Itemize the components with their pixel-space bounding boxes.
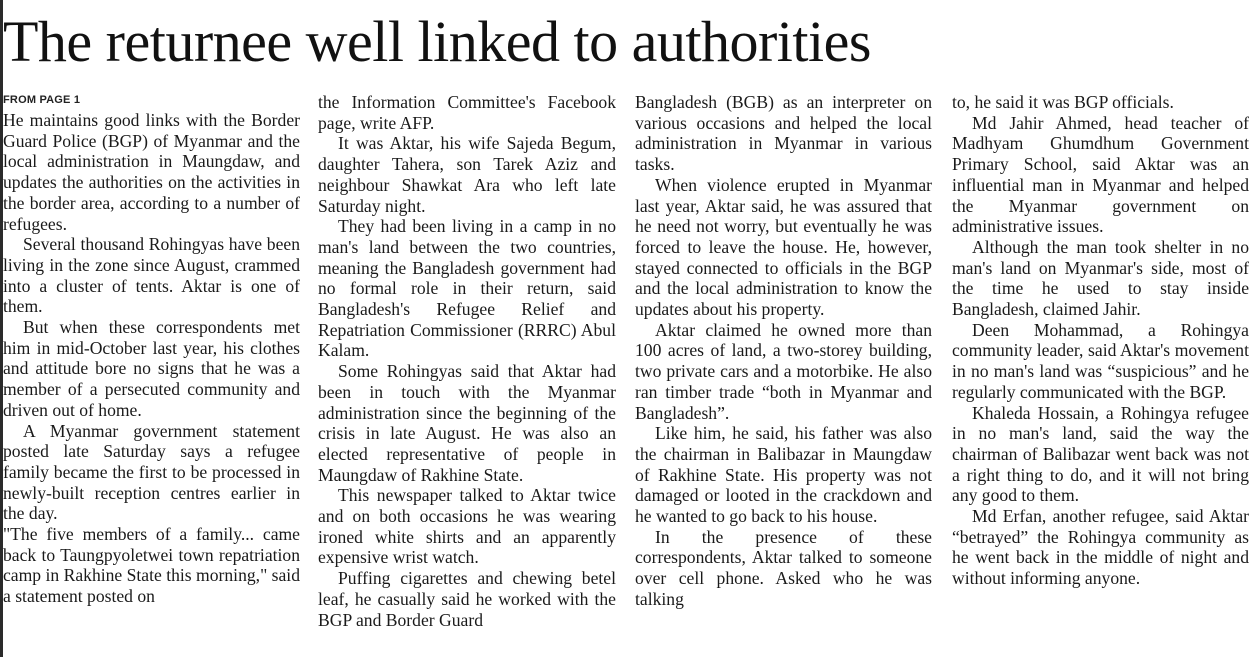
article-column-3 xyxy=(635,92,932,637)
paragraph: A Myanmar government statement posted late Saturday says a refugee family became the first to be processed in newly-built reception centres earlier in the day. xyxy=(3,420,300,524)
paragraph: They had been living in a camp in no man's land between the two countries, meaning the Bangladesh government had no formal role in their return, said Bangladesh's Refugee Relief and Repatriation Commissioner (RRRC) Abul Kalam. xyxy=(318,216,616,361)
article-column-4 xyxy=(952,92,1249,637)
paragraph: Aktar claimed he owned more than 100 acres of land, a two-storey building, two private cars and a motorbike. He also ran timber trade “both in Myanmar and Bangladesh”. xyxy=(635,319,932,423)
paragraph: Puffing cigarettes and chewing betel leaf, he casually said he worked with the BGP and Border Guard xyxy=(318,568,616,630)
kicker: FROM PAGE 1 xyxy=(3,94,81,106)
paragraph: Md Jahir Ahmed, head teacher of Madhyam Ghumdhum Government Primary School, said Aktar was an influential man in Myanmar and helped the Myanmar government on administrative issues. xyxy=(952,112,1249,237)
paragraph: to, he said it was BGP officials. xyxy=(952,92,1174,112)
paragraph: But when these correspondents met him in mid-October last year, his clothes and attitude bore no signs that he was a member of a persecuted community and driven out of home. xyxy=(3,317,300,420)
paragraph: Several thousand Rohingyas have been living in the zone since August, crammed into a cluster of tents. Aktar is one of them. xyxy=(3,234,300,317)
paragraph: Khaleda Hossain, a Rohingya refugee in no man's land, said the way the chairman of Balibazar went back was not a right thing to do, and it will not bring any good to them. xyxy=(952,402,1249,506)
paragraph: Some Rohingyas said that Aktar had been in touch with the Myanmar administration since the beginning of the crisis in late August. He was also an elected representative of people in Maungdaw of Rakhine State. xyxy=(318,361,616,485)
headline: The returnee well linked to authorities xyxy=(3,9,871,74)
paragraph: In the presence of these correspondents, Aktar talked to someone over cell phone. Asked who he was talking xyxy=(635,526,932,609)
paragraph: the Information Committee's Facebook page, write AFP. xyxy=(318,92,616,133)
paragraph: Md Erfan, another refugee, said Aktar “betrayed” the Rohingya community as he went back in the middle of night and without informing anyone. xyxy=(952,506,1249,589)
paragraph: Bangladesh (BGB) as an interpreter on various occasions and helped the local administration in Myanmar in various tasks. xyxy=(635,92,932,175)
paragraph: He maintains good links with the Border Guard Police (BGP) of Myanmar and the local administration in Maungdaw, and updates the authorities on the activities in the border area, according to a number of refugees. xyxy=(3,110,300,234)
article-column-2 xyxy=(318,92,616,637)
paragraph: Deen Mohammad, a Rohingya community leader, said Aktar's movement in no man's land was “suspicious” and he regularly communicated with the BGP. xyxy=(952,319,1249,402)
paragraph: This newspaper talked to Aktar twice and on both occasions he was wearing ironed white shirts and an apparently expensive wrist watch. xyxy=(318,485,616,568)
paragraph: It was Aktar, his wife Sajeda Begum, daughter Tahera, son Tarek Aziz and neighbour Shawkat Ara who left late Saturday night. xyxy=(318,133,616,216)
paragraph: When violence erupted in Myanmar last year, Aktar said, he was assured that he need not worry, but eventually he was forced to leave the house. He, however, stayed connected to officials in the BGP and the local administration to know the updates about his property. xyxy=(635,174,932,320)
article-column-1 xyxy=(3,90,300,635)
paragraph: Although the man took shelter in no man's land on Myanmar's side, most of the time he used to stay inside Bangladesh, claimed Jahir. xyxy=(952,236,1249,320)
paragraph: "The five members of a family... came back to Taungpyoletwei town repatriation camp in Rakhine State this morning," said a statement posted on xyxy=(3,524,300,607)
paragraph: Like him, he said, his father was also the chairman in Balibazar in Maungdaw of Rakhine State. His property was not damaged or looted in the crackdown and he wanted to go back to his house. xyxy=(635,423,932,527)
